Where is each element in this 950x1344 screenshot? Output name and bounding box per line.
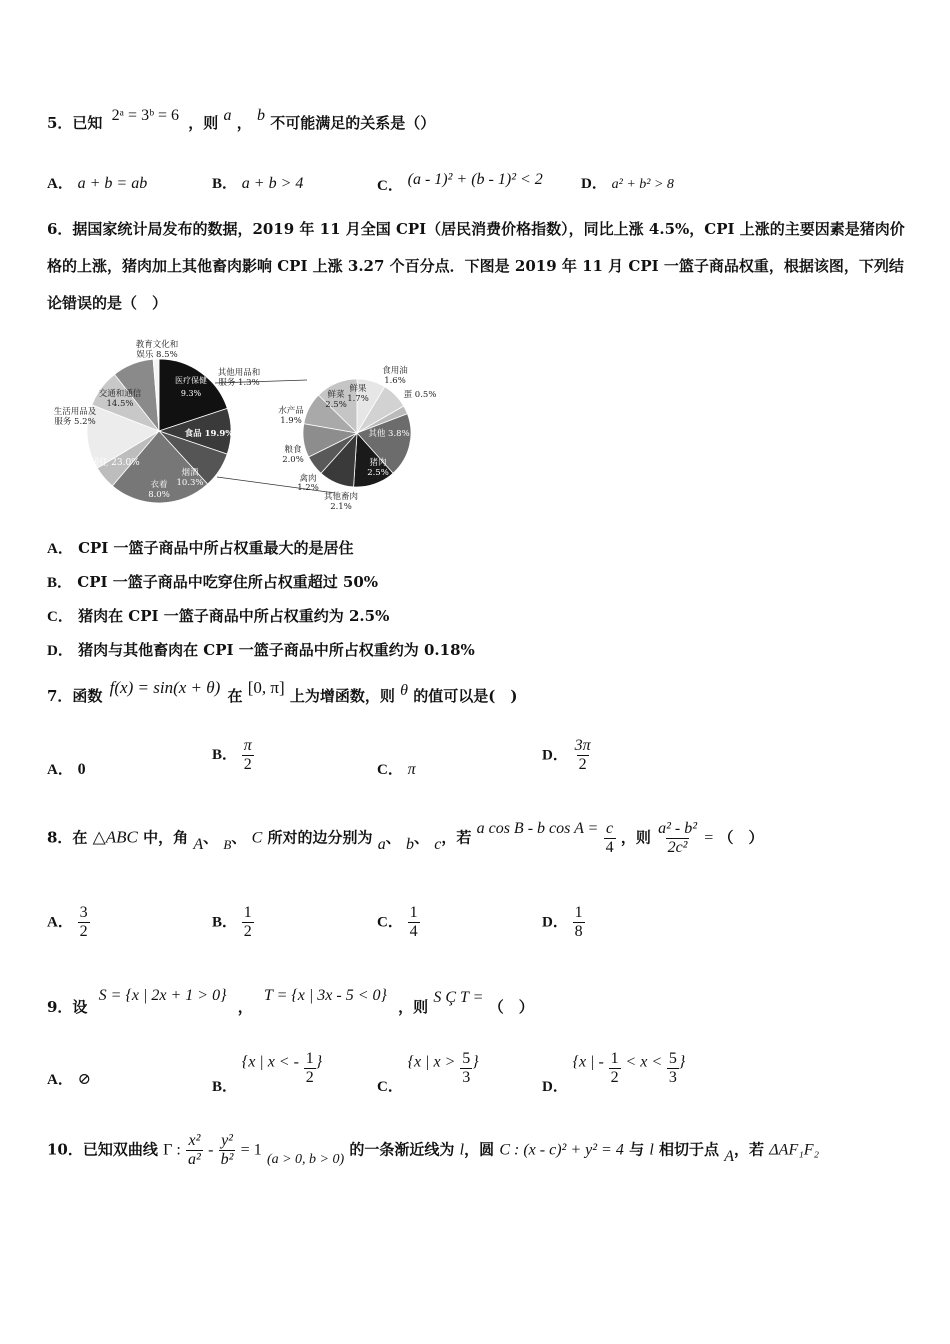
option-fraction-2 xyxy=(667,1050,679,1087)
option-text: CPI 一篮子商品中所占权重最大的是居住 xyxy=(78,539,354,557)
q9-number: 9．设 xyxy=(47,998,88,1016)
q6-option-a[interactable] xyxy=(47,537,354,558)
q9-option-c[interactable] xyxy=(377,1044,479,1095)
label-tobacco-2: 10.3% xyxy=(176,478,204,488)
option-label: C． xyxy=(377,762,403,778)
option-label: A． xyxy=(47,914,73,931)
q10-triangle: ΔAF₁F₂ xyxy=(769,1141,820,1159)
option-text: {x | x > xyxy=(407,1053,456,1071)
label-food: 食品 19.9% xyxy=(184,429,234,439)
q9-option-a[interactable] xyxy=(47,1068,91,1089)
label-clothing-2: 8.0% xyxy=(148,490,170,500)
option-label: A． xyxy=(47,1072,73,1088)
q8-side-c: c xyxy=(434,835,442,853)
q10-fraction-y xyxy=(219,1132,236,1169)
label-fruit-2: 1.7% xyxy=(347,394,369,404)
option-label: B． xyxy=(212,176,238,192)
fraction-numerator: 3π xyxy=(574,737,591,754)
option-text: (a - 1)² + (b - 1)² < 2 xyxy=(407,171,543,188)
q8-eq-fraction xyxy=(604,820,616,857)
q10-equals: = 1 xyxy=(240,1141,262,1159)
option-label: B． xyxy=(212,1078,238,1095)
q7-theta: θ xyxy=(400,682,408,699)
q7-number: 7．函数 xyxy=(47,687,103,705)
q8-equation: a cos B - b cos A = xyxy=(476,819,599,837)
q8-angle-b: B xyxy=(223,836,232,852)
fraction-numerator: 1 xyxy=(305,1050,314,1067)
q5-var-b: b xyxy=(257,107,266,124)
q10-minus: - xyxy=(208,1141,214,1159)
question-6 xyxy=(47,211,907,322)
option-text: } xyxy=(472,1053,479,1071)
fraction-denominator: 2 xyxy=(243,756,252,773)
q10-gamma: Γ : xyxy=(163,1141,181,1159)
q8-text-4: ，则 xyxy=(620,828,651,847)
q10-text-2: ，圆 xyxy=(464,1140,495,1159)
option-text: a + b > 4 xyxy=(241,175,304,192)
label-housing: 居住 23.0% xyxy=(90,458,140,468)
option-label: C． xyxy=(377,178,403,194)
option-label: D． xyxy=(542,747,568,764)
q5-condition: 2ᵃ = 3ᵇ = 6 xyxy=(111,107,180,124)
q7-option-a[interactable] xyxy=(47,758,86,779)
q6-option-d[interactable] xyxy=(47,639,475,660)
q8-sep: 、 xyxy=(385,828,401,847)
label-other-food: 其他 3.8% xyxy=(368,429,410,439)
fraction-denominator: 4 xyxy=(409,923,418,940)
label-clothing: 衣着 xyxy=(150,480,168,490)
label-veg-2: 2.5% xyxy=(325,400,347,410)
fraction-denominator: 3 xyxy=(462,1069,471,1086)
option-label: C． xyxy=(377,914,403,931)
q9-expression: S Ç T = xyxy=(433,989,484,1006)
fraction-denominator: 2 xyxy=(243,923,252,940)
option-fraction xyxy=(609,1050,621,1087)
q10-line-l: l xyxy=(459,1141,465,1159)
label-grain: 粮食 xyxy=(284,445,302,455)
option-fraction xyxy=(460,1050,472,1087)
q7-interval: [0, π] xyxy=(247,678,285,697)
option-label: D． xyxy=(542,1078,568,1095)
fraction-numerator: 1 xyxy=(409,904,418,921)
q5-option-a[interactable] xyxy=(47,172,147,193)
q8-number: 8．在 xyxy=(47,828,88,847)
q8-text-3: ，若 xyxy=(441,828,472,847)
fraction-numerator: π xyxy=(243,737,252,754)
option-text: {x | x < - xyxy=(241,1053,299,1071)
label-pork: 猪肉 xyxy=(369,458,387,468)
fraction-denominator: a² xyxy=(188,1151,201,1168)
q8-option-b[interactable] xyxy=(212,904,254,941)
q5-var-a: a xyxy=(223,107,232,124)
option-label: B． xyxy=(212,746,238,763)
label-grain-2: 2.0% xyxy=(282,455,304,465)
q10-fraction-x xyxy=(186,1132,203,1169)
q8-tail: （ ） xyxy=(718,828,764,847)
option-fraction xyxy=(408,904,420,941)
q10-text-4: 相切于点 xyxy=(659,1140,720,1159)
q8-angle-c: C xyxy=(251,829,263,847)
option-label: A． xyxy=(47,762,73,778)
label-poultry: 禽肉 xyxy=(299,474,317,484)
label-medical: 医疗保健 xyxy=(175,376,207,385)
q10-point-a: A xyxy=(724,1147,735,1165)
option-label: C． xyxy=(47,609,73,625)
fraction-numerator: 1 xyxy=(574,904,583,921)
q9-set-s: S = {x | 2x + 1 > 0} xyxy=(98,987,227,1004)
label-fruit: 鲜果 xyxy=(349,384,367,394)
fraction-numerator: 3 xyxy=(79,904,88,921)
label-aquatic-2: 1.9% xyxy=(280,416,302,426)
q10-line-l-2: l xyxy=(649,1141,654,1159)
option-text: a² + b² > 8 xyxy=(611,177,674,192)
q9-text: ，则 xyxy=(398,998,429,1016)
q5-sep: ， xyxy=(236,114,252,132)
q7-option-b[interactable] xyxy=(212,737,254,774)
q7-function: f(x) = sin(x + θ) xyxy=(109,678,221,697)
label-other-meat: 其他畜肉 xyxy=(323,492,359,502)
q8-equals: = xyxy=(704,829,714,847)
q8-query-fraction xyxy=(656,820,699,857)
option-label: A． xyxy=(47,541,73,557)
option-fraction xyxy=(573,737,593,774)
option-label: C． xyxy=(377,1078,403,1095)
q9-option-d[interactable] xyxy=(542,1044,686,1095)
q8-option-a[interactable] xyxy=(47,904,90,941)
option-fraction xyxy=(242,737,254,774)
option-fraction xyxy=(242,904,254,941)
question-8 xyxy=(47,820,764,857)
option-text: 猪肉在 CPI 一篮子商品中所占权重约为 2.5% xyxy=(78,607,390,625)
cpi-pie-charts xyxy=(45,335,445,515)
question-9 xyxy=(47,987,534,1017)
label-other-meat-2: 2.1% xyxy=(330,502,352,512)
label-veg: 鲜菜 xyxy=(327,390,345,400)
label-medical-2: 9.3% xyxy=(180,389,202,398)
q5-option-c[interactable] xyxy=(377,168,543,194)
fraction-numerator: a² - b² xyxy=(658,820,697,837)
q10-circle: C : (x - c)² + y² = 4 xyxy=(499,1141,624,1159)
option-fraction xyxy=(573,904,585,941)
option-text: 猪肉与其他畜肉在 CPI 一篮子商品中所占权重约为 0.18% xyxy=(78,641,475,659)
option-text: } xyxy=(315,1053,323,1071)
q9-option-b[interactable] xyxy=(212,1044,323,1095)
option-text: π xyxy=(407,761,416,778)
option-text: 0 xyxy=(77,761,86,778)
q7-text-2: 上为增函数，则 xyxy=(289,687,395,705)
q6-option-c[interactable] xyxy=(47,605,389,626)
option-label: B． xyxy=(212,914,238,931)
q5-number: 5．已知 xyxy=(47,114,103,132)
q8-triangle: △ABC xyxy=(92,827,138,847)
fraction-numerator: y² xyxy=(221,1132,233,1149)
q6-option-b[interactable] xyxy=(47,571,378,592)
q7-text: 在 xyxy=(227,687,243,705)
option-label: D． xyxy=(581,176,607,192)
q5-tail: 不可能满足的关系是（） xyxy=(270,114,436,132)
option-fraction xyxy=(304,1050,316,1087)
fraction-denominator: 2c² xyxy=(667,839,688,856)
q8-option-d[interactable] xyxy=(542,904,585,941)
option-text: CPI 一篮子商品中吃穿住所占权重超过 50% xyxy=(77,573,379,591)
option-fraction xyxy=(78,904,90,941)
q7-option-d[interactable] xyxy=(542,737,593,774)
fraction-numerator: x² xyxy=(188,1132,201,1149)
label-aquatic: 水产品 xyxy=(278,406,304,416)
fraction-denominator: 4 xyxy=(605,839,614,856)
fraction-denominator: 2 xyxy=(305,1069,314,1086)
q5-option-d[interactable] xyxy=(581,172,674,193)
label-oil-2: 1.6% xyxy=(384,376,406,386)
label-other-goods-2: 服务 1.3% xyxy=(218,378,260,388)
q10-text-5: ，若 xyxy=(734,1140,765,1159)
label-transport-2: 14.5% xyxy=(106,399,134,409)
q10-number: 10．已知双曲线 xyxy=(47,1140,158,1159)
label-education-2: 娱乐 8.5% xyxy=(136,350,178,360)
q8-sep: 、 xyxy=(231,828,247,847)
q9-set-t: T = {x | 3x - 5 < 0} xyxy=(263,987,387,1004)
label-education: 教育文化和 xyxy=(135,340,179,350)
q8-sep: 、 xyxy=(203,828,219,847)
option-label: D． xyxy=(47,643,73,659)
q9-sep: ， xyxy=(237,998,253,1016)
label-daily-2: 服务 5.2% xyxy=(54,417,96,427)
fraction-numerator: 1 xyxy=(610,1050,619,1067)
q5-text: ，则 xyxy=(188,114,219,132)
fraction-denominator: 3 xyxy=(668,1069,677,1086)
question-10 xyxy=(47,1132,819,1169)
fraction-denominator: 8 xyxy=(574,923,583,940)
option-label: A． xyxy=(47,176,73,192)
fraction-numerator: 1 xyxy=(243,904,252,921)
label-egg: 蛋 0.5% xyxy=(403,390,437,400)
q8-text-2: 所对的边分别为 xyxy=(267,828,373,847)
q8-option-c[interactable] xyxy=(377,904,420,941)
label-oil: 食用油 xyxy=(382,366,408,376)
fraction-denominator: 2 xyxy=(610,1069,619,1086)
q7-tail: 的值可以是( ) xyxy=(413,687,518,705)
q8-text: 中，角 xyxy=(143,828,189,847)
q10-condition: (a > 0, b > 0) xyxy=(266,1151,345,1167)
q6-text: 6．据国家统计局发布的数据，2019 年 11 月全国 CPI（居民消费价格指数），同比上涨 4.5%，CPI 上涨的主要因素是猪肉价格的上涨，猪肉加上其他畜肉影响 CPI 上涨 3.27 个百分点．下图是 2019 年 11 月 CPI 一篮子商品权重，根据该图，下列结论错误的是（ ） xyxy=(47,220,905,312)
label-other-goods: 其他用品和 xyxy=(217,368,261,378)
option-text: } xyxy=(678,1053,686,1071)
q9-tail: （ ） xyxy=(488,998,534,1016)
label-pork-2: 2.5% xyxy=(367,468,389,478)
q5-option-b[interactable] xyxy=(212,172,303,193)
label-transport: 交通和通信 xyxy=(98,389,142,399)
fraction-denominator: 2 xyxy=(79,923,88,940)
q8-sep: 、 xyxy=(413,828,429,847)
q10-text-3: 与 xyxy=(629,1140,645,1159)
q7-option-c[interactable] xyxy=(377,758,416,779)
label-tobacco: 烟酒 xyxy=(181,468,199,478)
option-text: < x < xyxy=(625,1053,663,1071)
q8-side-a: a xyxy=(377,835,386,853)
empty-set-icon: ⊘ xyxy=(77,1071,92,1088)
option-text: a + b = ab xyxy=(77,175,148,192)
label-poultry-2: 1.2% xyxy=(297,483,319,493)
option-label: D． xyxy=(542,914,568,931)
q8-angle-a: A xyxy=(193,835,204,853)
fraction-numerator: c xyxy=(606,820,614,837)
question-5 xyxy=(47,107,436,133)
q8-side-b: b xyxy=(405,835,414,853)
question-7 xyxy=(47,678,518,706)
option-label: B． xyxy=(47,575,73,591)
option-text: {x | - xyxy=(572,1053,604,1071)
fraction-denominator: b² xyxy=(220,1151,234,1168)
q10-text: 的一条渐近线为 xyxy=(349,1140,455,1159)
fraction-denominator: 2 xyxy=(578,756,587,773)
fraction-numerator: 5 xyxy=(462,1050,471,1067)
fraction-numerator: 5 xyxy=(668,1050,677,1067)
label-daily: 生活用品及 xyxy=(53,407,97,417)
